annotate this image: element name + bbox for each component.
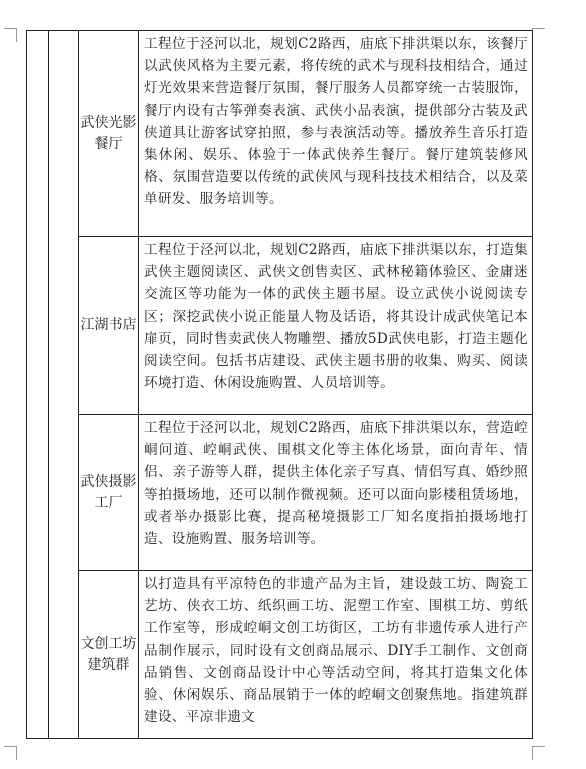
crop-mark-top-left-h (4, 28, 16, 29)
crop-mark-bottom-left (16, 746, 17, 760)
project-description-cell (139, 571, 533, 739)
project-name-cell: 江湖书店 (79, 237, 139, 415)
project-description-cell (139, 31, 533, 237)
crop-mark-bottom-right-h (533, 746, 545, 747)
crop-mark-bottom-right (532, 746, 533, 760)
blank-column-2 (49, 31, 79, 739)
project-description-cell (139, 237, 533, 415)
project-description-text: 工程位于泾河以北，规划C2路西，庙底下排洪渠以东，打造集武侠主题阅读区、武侠文创售卖区、武林秘籍体验区、金庸迷交流区等功能为一体的武侠主题书屋。设立武侠小说阅读专区；深挖武侠小说正能量人物及话语，将其设计成武侠笔记本扉页，同时售卖武侠人物雕塑、播放5D武侠电影，打造主题化阅读空间。包括书店建设、武侠主题书册的收集、购买、阅读环境打造、休闲设施购置、人员培训等。 (144, 242, 528, 392)
project-name-cell: 武侠光影餐厅 (79, 31, 139, 237)
project-description-text: 以打造具有平凉特色的非遗产品为主旨，建设鼓工坊、陶瓷工艺坊、侠衣工坊、纸织画工坊、泥塑工作室、围棋工坊、剪纸工作室等，形成崆峒文创工坊街区，工坊有非遗传承人进行产品制作展示，同时设有文创商品展示、DIY手工制作、文创商品销售、文创商品设计中心等活动空间，将其打造集文化体验、休闲娱乐、商品展销于一体的崆峒文创聚焦地。指建筑群建设、平凉非遗文 (144, 576, 528, 726)
crop-mark-bottom-left-h (4, 746, 16, 747)
crop-mark-top-right-h (533, 28, 545, 29)
table-row (27, 415, 533, 571)
table-row (27, 237, 533, 415)
table-row (27, 31, 533, 237)
crop-mark-top-left (16, 28, 17, 42)
project-description-cell (139, 415, 533, 571)
project-name-cell: 文创工坊建筑群 (79, 571, 139, 739)
project-description-text: 工程位于泾河以北，规划C2路西，庙底下排洪渠以东，营造崆峒问道、崆峒武侠、围棋文化等主体化场景，面向青年、情侣、亲子游等人群，提供主体化亲子写真、情侣写真、婚纱照等拍摄场地，还可以制作微视频。还可以面向影楼租赁场地，或者举办摄影比赛，提高秘境摄影工厂知名度指拍摄场地打造、设施购置、服务培训等。 (144, 420, 528, 548)
project-table (26, 30, 533, 739)
blank-column-1 (27, 31, 49, 739)
project-description-text: 工程位于泾河以北，规划C2路西，庙底下排洪渠以东，该餐厅以武侠风格为主要元素，将传统的武术与现科技相结合，通过灯光效果来营造餐厅氛围，餐厅服务人员都穿统一古装服饰，餐厅内设有古筝弹奏表演、武侠小品表演，提供部分古装及武侠道具让游客试穿拍照，参与表演活动等。播放养生音乐打造集休闲、娱乐、体验于一体武侠养生餐厅。餐厅建筑装修风格、氛围营造要以传统的武侠风与现科技技术相结合，以及菜单研发、服务培训等。 (144, 36, 528, 208)
project-name-cell: 武侠摄影工厂 (79, 415, 139, 571)
table-row (27, 571, 533, 739)
